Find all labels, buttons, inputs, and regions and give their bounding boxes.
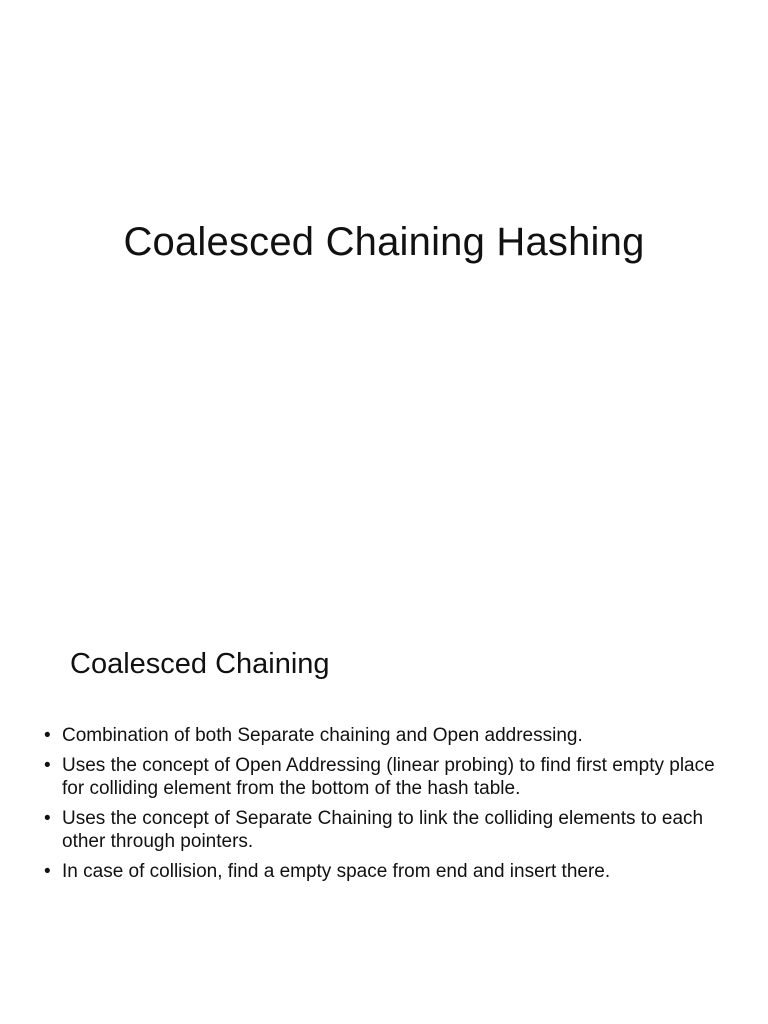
bullet-item bbox=[44, 807, 724, 853]
bullet-text: Uses the concept of Open Addressing (linear probing) to find first empty place for colliding element from the bottom of the hash table. bbox=[62, 755, 715, 799]
bullet-item bbox=[44, 860, 724, 883]
slide-title-heading: Coalesced Chaining Hashing bbox=[123, 220, 645, 264]
bullet-item bbox=[44, 754, 724, 800]
bullet-icon: • bbox=[44, 861, 51, 882]
bullet-text: Combination of both Separate chaining and Open addressing. bbox=[62, 725, 583, 746]
bullet-icon: • bbox=[44, 725, 51, 746]
bullet-list bbox=[44, 724, 724, 890]
bullet-text: Uses the concept of Separate Chaining to link the colliding elements to each other through pointers. bbox=[62, 808, 704, 852]
bullet-text: In case of collision, find a empty space from end and insert there. bbox=[62, 861, 611, 882]
bullet-item bbox=[44, 724, 724, 747]
section-heading: Coalesced Chaining bbox=[70, 648, 330, 680]
bullet-icon: • bbox=[44, 808, 51, 829]
slide-content bbox=[0, 512, 768, 1024]
bullet-icon: • bbox=[44, 755, 51, 776]
